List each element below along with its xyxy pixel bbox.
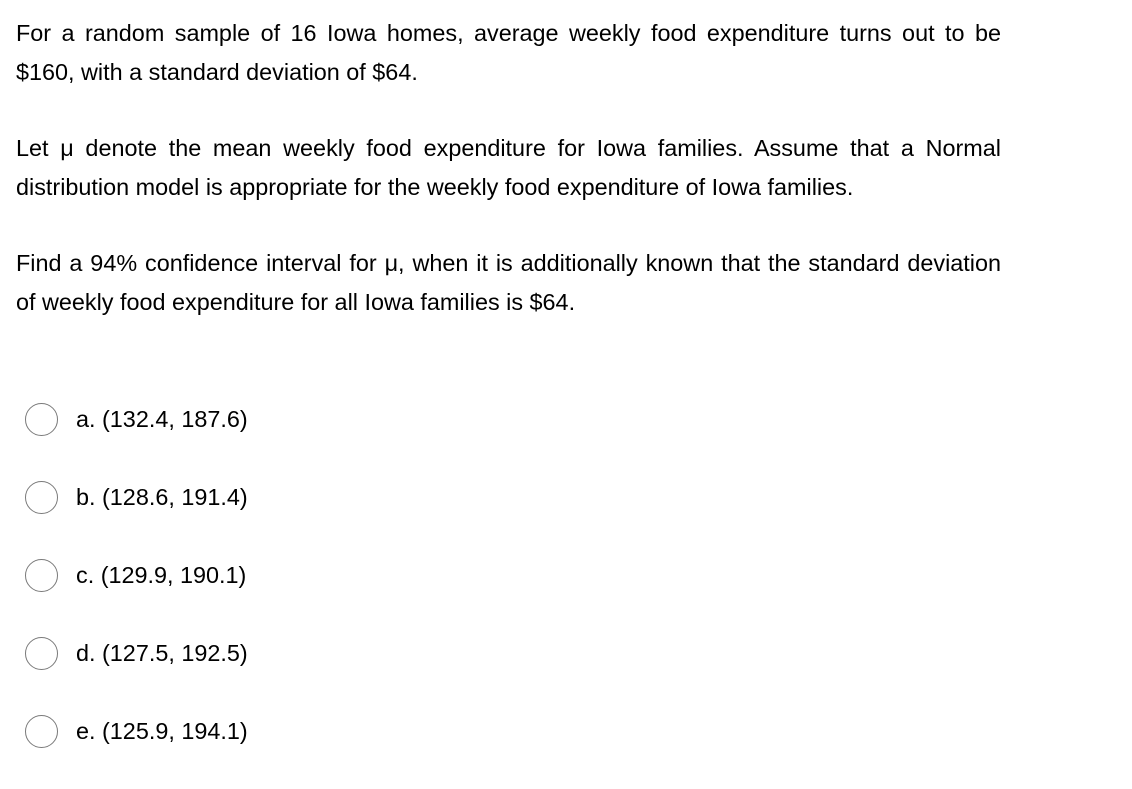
option-e-label[interactable]: e. (125.9, 194.1) bbox=[76, 718, 248, 744]
option-d[interactable] bbox=[25, 633, 625, 673]
radio-button-icon[interactable] bbox=[25, 637, 58, 670]
answer-options bbox=[25, 399, 625, 789]
question-text bbox=[16, 14, 1001, 321]
option-e[interactable] bbox=[25, 711, 625, 751]
option-c-label[interactable]: c. (129.9, 190.1) bbox=[76, 562, 247, 588]
radio-button-icon[interactable] bbox=[25, 715, 58, 748]
radio-button-icon[interactable] bbox=[25, 559, 58, 592]
option-b[interactable] bbox=[25, 477, 625, 517]
option-b-label[interactable]: b. (128.6, 191.4) bbox=[76, 484, 248, 510]
radio-button-icon[interactable] bbox=[25, 481, 58, 514]
question-paragraph-assumption: Let μ denote the mean weekly food expenditure for Iowa families. Assume that a Normal distribution model is appropriate for the weekly food expenditure of Iowa families. bbox=[16, 135, 1001, 200]
question-paragraph-prompt: Find a 94% confidence interval for μ, when it is additionally known that the standard deviation of weekly food expenditure for all Iowa families is $64. bbox=[16, 250, 1001, 315]
question-paragraph-sample: For a random sample of 16 Iowa homes, average weekly food expenditure turns out to be $160, with a standard deviation of $64. bbox=[16, 20, 1001, 85]
option-c[interactable] bbox=[25, 555, 625, 595]
radio-button-icon[interactable] bbox=[25, 403, 58, 436]
option-d-label[interactable]: d. (127.5, 192.5) bbox=[76, 640, 248, 666]
option-a[interactable] bbox=[25, 399, 625, 439]
option-a-label[interactable]: a. (132.4, 187.6) bbox=[76, 406, 248, 432]
